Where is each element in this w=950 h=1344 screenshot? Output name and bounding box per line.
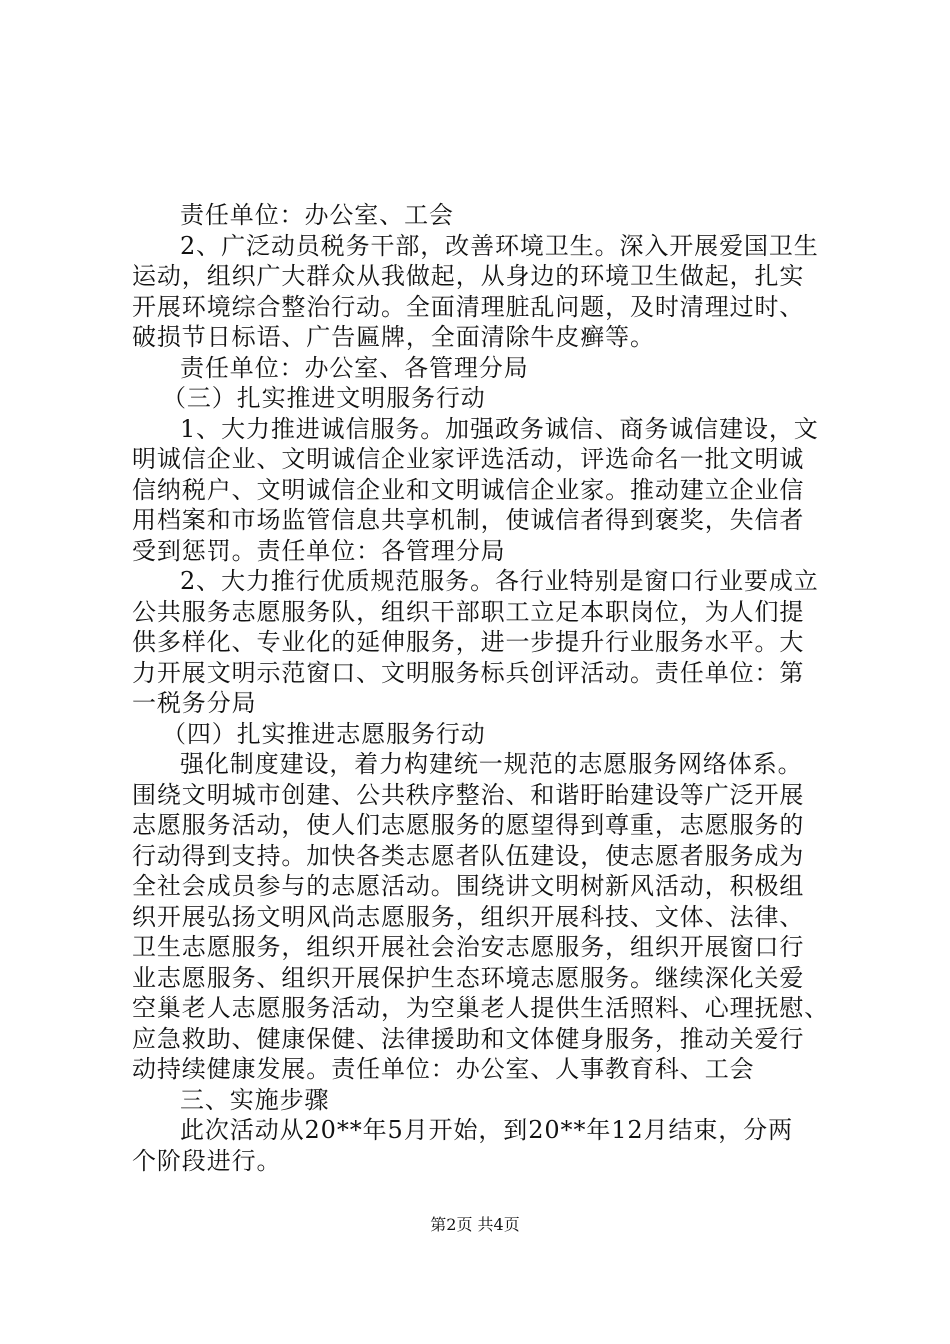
text-line: 破损节日标语、广告匾牌，全面清除牛皮癣等。 — [132, 323, 655, 351]
text-line: 织开展弘扬文明风尚志愿服务，组织开展科技、文体、法律、 — [132, 902, 805, 931]
text-line: 业志愿服务、组织开展保护生态环境志愿服务。继续深化关爱 — [132, 963, 805, 992]
text-line: 1、大力推进诚信服务。加强政务诚信、商务诚信建设，文 — [180, 414, 819, 443]
text-line: 空巢老人志愿服务活动，为空巢老人提供生活照料、心理抚慰、 — [132, 994, 830, 1022]
text-line: 志愿服务活动，使人们志愿服务的愿望得到尊重，志愿服务的 — [132, 811, 805, 839]
text-line: 围绕文明城市创建、公共秩序整治、和谐盱眙建设等广泛开展 — [132, 780, 805, 809]
text-line: 供多样化、专业化的延伸服务，进一步提升行业服务水平。大 — [132, 628, 805, 656]
text-line: （四）扎实推进志愿服务行动 — [162, 719, 486, 748]
text-line: 全社会成员参与的志愿活动。围绕讲文明树新风活动，积极组 — [132, 872, 805, 900]
text-line: 动持续健康发展。责任单位：办公室、人事教育科、工会 — [132, 1055, 755, 1083]
text-line: 运动，组织广大群众从我做起，从身边的环境卫生做起，扎实 — [132, 262, 805, 290]
text-line: 此次活动从20**年5月开始，到20**年12月结束，分两 — [180, 1116, 793, 1144]
text-line: 2、广泛动员税务干部，改善环境卫生。深入开展爱国卫生 — [180, 231, 819, 260]
text-line: 公共服务志愿服务队，组织干部职工立足本职岗位，为人们提 — [132, 597, 805, 626]
text-line: 卫生志愿服务，组织开展社会治安志愿服务，组织开展窗口行 — [132, 933, 805, 961]
text-line: 责任单位：办公室、各管理分局 — [180, 353, 529, 382]
text-line: 力开展文明示范窗口、文明服务标兵创评活动。责任单位：第 — [132, 658, 805, 687]
text-line: 受到惩罚。责任单位：各管理分局 — [132, 536, 506, 565]
text-line: 明诚信企业、文明诚信企业家评选活动，评选命名一批文明诚 — [132, 445, 805, 473]
page-footer: 第2页 共4页 — [430, 1215, 520, 1234]
text-line: 信纳税户、文明诚信企业和文明诚信企业家。推动建立企业信 — [132, 475, 805, 504]
text-line: 个阶段进行。 — [132, 1146, 282, 1175]
text-line: 行动得到支持。加快各类志愿者队伍建设，使志愿者服务成为 — [132, 841, 805, 870]
text-line: 2、大力推行优质规范服务。各行业特别是窗口行业要成立 — [180, 567, 819, 595]
text-line: （三）扎实推进文明服务行动 — [162, 384, 486, 412]
text-line: 应急救助、健康保健、法律援助和文体健身服务，推动关爱行 — [132, 1024, 805, 1053]
text-line: 开展环境综合整治行动。全面清理脏乱问题，及时清理过时、 — [132, 292, 805, 321]
text-line: 三、实施步骤 — [180, 1085, 330, 1114]
text-line: 用档案和市场监管信息共享机制，使诚信者得到褒奖，失信者 — [132, 506, 805, 534]
text-line: 责任单位：办公室、工会 — [180, 201, 454, 229]
text-line: 一税务分局 — [132, 689, 257, 717]
text-line: 强化制度建设，着力构建统一规范的志愿服务网络体系。 — [180, 750, 803, 778]
document-body — [132, 200, 832, 1176]
